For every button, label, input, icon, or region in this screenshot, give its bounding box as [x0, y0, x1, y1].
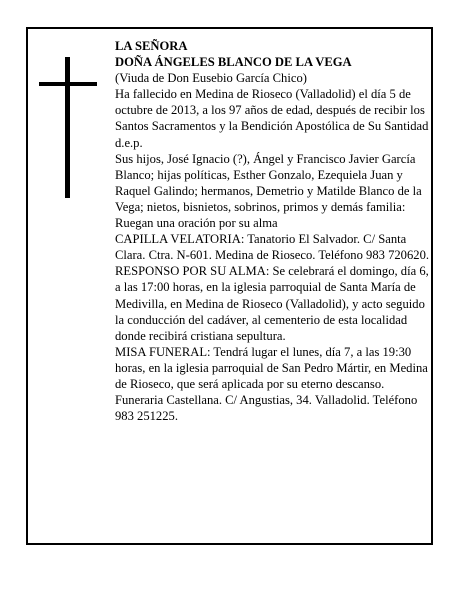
prayer-request: Ruegan una oración por su alma — [115, 216, 278, 231]
family-list: Sus hijos, José Ignacio (?), Ángel y Francisco Javier García Blanco; hijas políticas, Esther Gonzalo, Ezequiela Juan y Raquel Galindo; hermanos, Demetrio y Matilde Blanco de la Vega; nietos, bisnietos, sobrinos, primos y demás familia: — [115, 151, 422, 214]
widow-line: (Viuda de Don Eusebio García Chico) — [115, 71, 307, 86]
death-announcement: Ha fallecido en Medina de Rioseco (Valladolid) el día 5 de octubre de 2013, a los 97 años de edad, después de recibir los Santos Sacramentos y la Bendición Apostólica de Su Santidad — [115, 87, 429, 134]
obituary-text — [115, 38, 431, 424]
funeral-mass-info: MISA FUNERAL: Tendrá lugar el lunes, día 7, a las 19:30 horas, en la iglesia parroquial de San Pedro Mártir, en Medina de Rioseco, que será aplicada por su eterno descanso. — [115, 344, 428, 391]
chapel-info: CAPILLA VELATORIA: Tanatorio El Salvador. C/ Santa Clara. Ctra. N-601. Medina de Rioseco. Teléfono 983 720620. — [115, 232, 430, 263]
responso-info: RESPONSO POR SU ALMA: Se celebrará el domingo, día 6, a las 17:00 horas, en la iglesia parroquial de Santa María de Medivilla, en Medina de Rioseco (Valladolid), y acto seguido la conducción del cadáver, al cementerio de esta localidad donde recibirá cristiana sepultura. — [115, 264, 429, 343]
rip-line: d.e.p. — [115, 135, 143, 150]
cross-vertical-bar — [65, 57, 70, 198]
deceased-name: DOÑA ÁNGELES BLANCO DE LA VEGA — [115, 55, 352, 70]
cross-horizontal-bar — [39, 82, 97, 86]
heading-title: LA SEÑORA — [115, 39, 188, 53]
funeral-home-info: Funeraria Castellana. C/ Angustias, 34. Valladolid. Teléfono 983 251225. — [115, 393, 418, 424]
